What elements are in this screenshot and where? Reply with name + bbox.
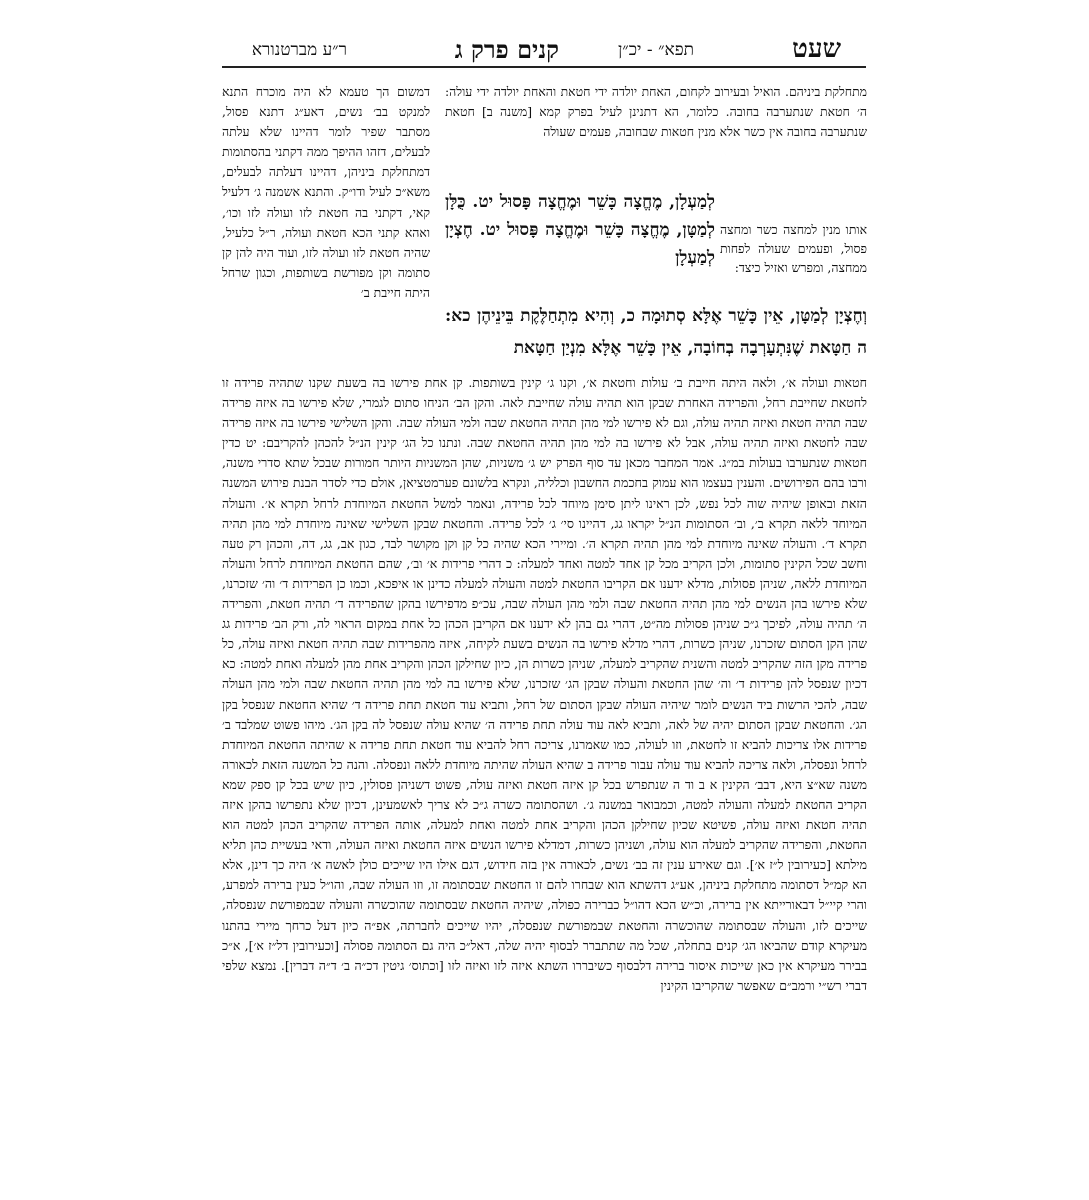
bartenura-continuation-text: אותו מנין למחצה כשר ומחצה פסול, ופעמים שעולה לפחות ממחצה, ומפרש ואזיל כיצד:	[720, 222, 867, 275]
bartenura-column	[445, 82, 867, 188]
header-rule	[222, 66, 866, 68]
bartenura-text: מתחלקת ביניהם. הואיל ובעירוב לקחום, האחת יולדה ידי חטאת והאחת יולדה ידי עולה: ה׳ חטאת שנתערבה בחובה. כלומר, הא דתנינן לעיל בפרק קמא [משנה ב] חטאת שנתערבה בחובה אין כשר אלא מנין חטאות שבחובה, פעמים שעולה	[445, 84, 867, 140]
tosfot-yomtov-text: דמשום הך טעמא לא היה מוכרח התנא למנקט בב׳ נשים, דאע״ג דתנא פסול, מסתבר שפיר לומר דהיינו שלא עלתה לבעלים, דזהו ההיפך ממה דקתני בהסתומות דמתחלקת ביניהן, דהיינו דעלתה לבעלים, משא״כ לעיל ודו״ק. והתנא אשמנה ג׳ דלעיל קאי, דקתני בה חטאת לזו ועולה לזו וכו׳, ואהא קתני הכא חטאת ועולה, ר״ל כלעיל, שהיה חטאת לזו ועולה לזו, ועוד היה להן קן סתומה וקן מפורשת בשותפות, וכגון שרחל היתה חייבת ב׳	[222, 84, 430, 300]
main-commentary	[222, 373, 867, 1123]
header-dates: תפא״ - יכ״ן	[617, 40, 694, 60]
mishna-part-1: לְמַעְלָן, מֶחֱצָה כָּשֵׁר וּמֶחֱצָה פָּסוּל יט. כֻּלָּן לְמַטָּן, מֶחֱצָה כָּשֵׁר וּמֶחֱצָה פָּסוּל יט. חֶצְיָן לְמַעְלָן	[445, 192, 715, 268]
commentary-text: חטאות ועולה א׳, ולאה היתה חייבת ב׳ עולות וחטאת א׳, וקנו ג׳ קינין בשותפות. קן אחת פירשו בה בשעת שקנו שתהיה פרידה זו לחטאת שחייבת רחל, והפרידה האחרת שבקן הוא תהיה עולה שחייבת לאה. והקן הב׳ הניחו סתום לגמרי, שלא פירשו בה איזה פרידה שבה תהיה חטאת ואיזה תהיה עולה, וגם לא פירשו למי מהן תהיה החטאת שבה ולמי העולה שבה. והקן השלישי פירשו בה איזה פרידה שבה לחטאת ואיזה תהיה עולה, אבל לא פירשו בה למי מהן תהיה החטאת שבה. ונתנו כל הג׳ קינין הנ״ל להכהן להקריבם: יט כדין חטאות שנתערבו בעולות במ״ג. אמר המחבר מכאן עד סוף הפרק יש ג׳ משניות, שהן המשניות היותר חמורות שבכל שתא סדרי משנה, ורבו בהם הפירושים. והענין בעצמו הוא עמוק בחכמת החשבון וכלליה, ונקרא בלשונם פערמטציאן, אולם כדי לסדר הבנת פירוש המשנה הזאת ובאופן שיהיה שוה לכל נפש, לכן ראינו ליתן סימן מיוחד לכל פרידה, ונאמר למשל החטאת המיוחדת לרחל תקרא א׳. והעולה המיוחד ללאה תקרא ב׳, וב׳ הסתומות הנ״ל יקראו גג, דהיינו סי׳ ג׳ לכל פרידה. והחטאת שבקן השלישי שאינה מיוחדת למי מהן תהיה תקרא ד׳. והעולה שאינה מיוחדת למי מהן תהיה תקרא ה׳. ומיירי הכא שהיה כל קן וקן מקושר לבד, כגון אב, גג, דה, והכהן רק טעה וחשב שכל הקינין סתומות, ולכן הקריב מכל קן אחד למטה ואחד למעלה: כ דהרי פרידות א׳ וב׳, שהם החטאת המיוחדת לרחל והעולה המיוחדת ללאה, שניהן פסולות, מדלא ידענו אם הקריבו החטאת למטה והעולה למעלה כדינן או איפכא, וכמו כן הפרידות ד׳ וה׳ שזכרנו, שלא פירשו בהן הנשים למי מהן תהיה החטאת שבה ולמי מהן העולה שבה, עכ״פ מדפירשו בהקן שהפרידה ד׳ תהיה חטאת, והפרידה ה׳ תהיה עולה, לפיכך ג״כ שניהן פסולות מה״ט, דהרי גם בהן לא ידענו אם הקריבן הכהן כל אחת במקום הראוי לה, ורק הב׳ פרידות גג שהן הקן הסתום שזכרנו, שניהן כשרות, דהרי מדלא פירשו בה הנשים בשעת לקיחה, איזה מהפרידות שבה תהיה חטאת ואיזה עולה, כל פרידה מקן הזה שהקריב למטה והשנית שהקריב למעלה, שניהן כשרות הן, כיון שחילקן הכהן והקריב אחת מהן למעלה ואחת למטה: כא דכיון שנפסל להן פרידות ד׳ וה׳ שהן החטאת והעולה שבקן הג׳ שזכרנו, שלא פירשו בה למי מהן תהיה החטאת שבה ולמי מהן העולה שבה, להכי הרשות ביד הנשים לומר שיהיה העולה שבקן הסתום של רחל, ותביא עוד חטאת תחת פרידה ד׳ שהיא החטאת שנפסל בקן הג׳. והחטאת שבקן הסתום יהיה של לאה, ותביא לאה עוד עולה תחת פרידה ה׳ שהיא עולה שנפסל לה בקן הג׳. מיהו פשוט שמלבד ב׳ פרידות אלו צריכות להביא זו לחטאת, וזו לעולה, כמו שאמרנו, צריכה רחל להביא עוד חטאת תחת פרידה א שהיתה החטאת המיוחדת לרחל ונפסלה, ולאה צריכה להביא עוד עולה עבור פרידה ב שהיא העולה שהיתה מיוחדת ללאה ונפסלה. והנה כל המשנה הזאת לכאורה משנה שא״צ היא, דבב׳ הקינין א ב וד ה שנתפרש בכל קן איזה חטאת ואיזה עולה, פשוט דשניהן פסולין, כיון שיש בכל קן ספק שמא הקריב החטאת למעלה והעולה למטה, וכמבואר במשנה ג׳. ושהסתומה כשרה ג״כ לא צריך לאשמעינן, דכיון שלא נתפרשו בהקן איזה תהיה חטאת ואיזה עולה, פשיטא שכיון שחילקן הכהן והקריב אחת למטה ואחת למעלה, אותה הפרידה שהקריב הכהן למטה הוא החטאת, והפרידה שהקריב למעלה הוא עולה, ושניהן כשרות, דמדלא פירשו הנשים איזה החטאת ואיזה העולה, ודאי בעשיית כהן תליא מילתא [כעירובין ל״ז א׳]. וגם שאירע ענין זה בב׳ נשים, לכאורה אין בזה חידוש, דגם אילו היו שייכים כולן לאשה א׳ היה כך דינן, אלא הא קמ״ל דסתומה מתחלקת ביניהן, אע״ג דהשתא הוא שבחרו להם זו החטאת שבסתומה זו, וזו העולה שבה, והו״ל כעין ברירה למפרע, והרי קיי״ל דבאורייתא אין ברירה, וכ״ש הכא דהו״ל כברירה כפולה, שיהיה החטאת שבסתומה שהוכשרה והעולה שבמפורשת שנפסלה, שייכים לזו, והעולה שבסתומה שהוכשרה והחטאת שבמפורשת שנפסלה, יהיו שייכים לחברתה, אפ״ה כיון דעל כרחך מיירי בהתנו מעיקרא קודם שהביאו הג׳ קנים בתחלה, שכל מה שתתברר לבסוף יהיה שלה, דאל״כ היה גם הסתומה פסולה [וכעירובין דל״ז א׳], א״כ בבירר מעיקרא אין כאן שייכות איסור ברירה דלבסוף כשיבררו השתא איזה לזו ואיזה לזו [וכתוס׳ גיטין דכ״ה ב׳ ד״ה דברין]. נמצא שלפי דברי רש״י ורמב״ם שאפשר שהקריבו הקינין	[222, 375, 867, 993]
mishna-text-1	[445, 188, 715, 298]
chapter-title: קנים פרק ג	[454, 35, 559, 64]
page-number: שעט	[792, 34, 841, 64]
bartenura-continuation	[720, 220, 867, 290]
mishna-text-2	[445, 300, 867, 370]
header-source: ר״ע מברטנורא	[251, 40, 347, 60]
page-header	[0, 34, 1089, 68]
tosfot-yomtov-column	[222, 82, 430, 372]
mishna-part-2: וְחֶצְיָן לְמַטָּן, אֵין כָּשֵׁר אֶלָּא סְתוּמָה כ, וְהִיא מִתְחַלֶּקֶת בֵּינֵיהֶן כא: ה חַטָּאת שֶׁנִּתְעָרְבָה בְחוֹבָה, אֵין כָּשֵׁר אֶלָּא מִנְיַן חַטָּאת	[445, 306, 867, 358]
